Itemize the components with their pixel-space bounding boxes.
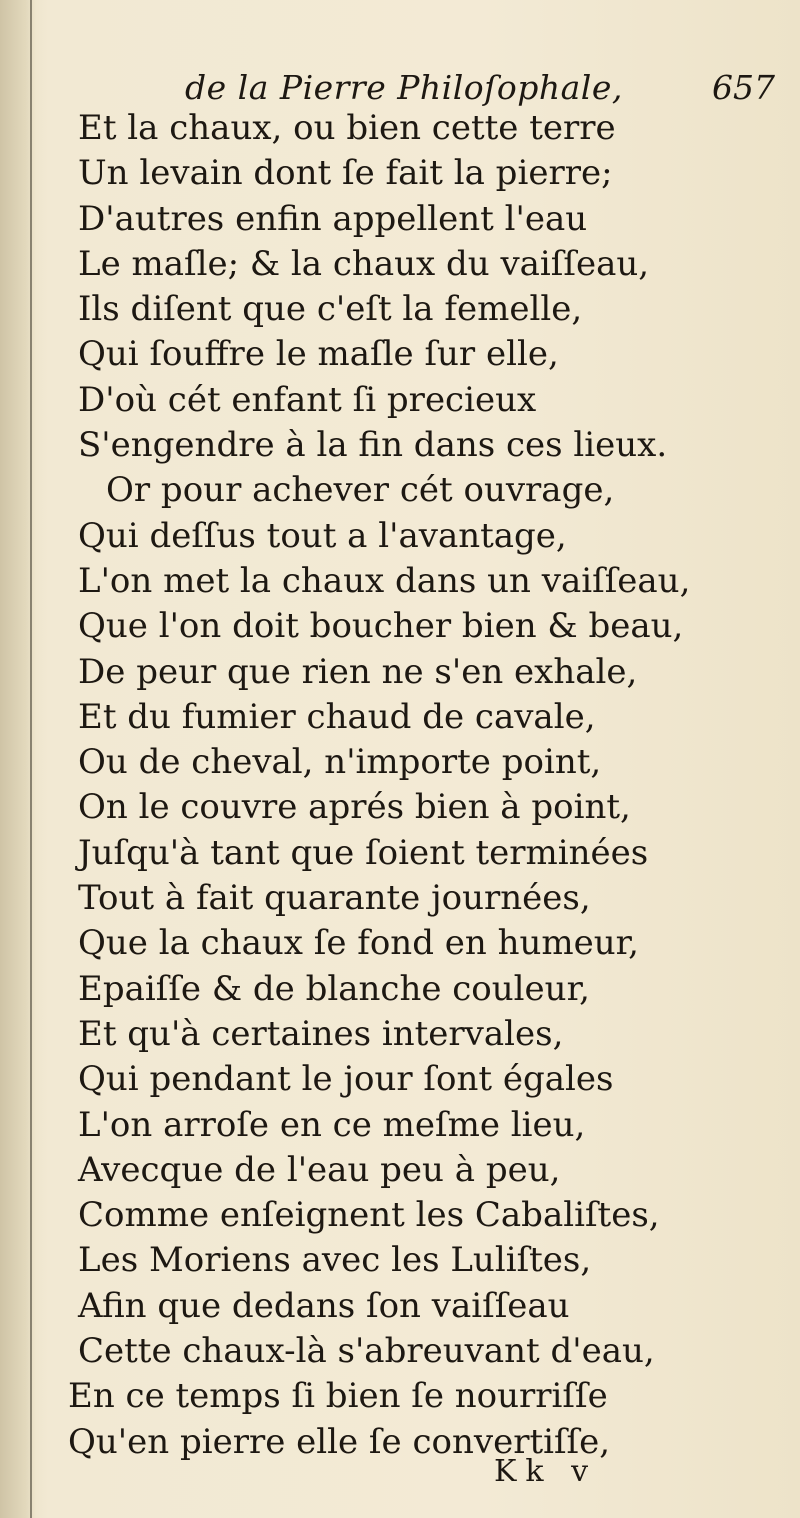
verse-line: Et du fumier chaud de cavale, (78, 696, 596, 737)
verse-line: Qui deſſus tout a l'avantage, (78, 515, 567, 556)
verse-line: L'on arroſe en ce meſme lieu, (78, 1104, 586, 1145)
verse-line: Ou de cheval, n'importe point, (78, 742, 602, 783)
verse-line: Qui pendant le jour ſont égales (78, 1059, 614, 1100)
verse-line: Or pour achever cét ouvrage, (106, 470, 615, 511)
verse-line: On le couvre aprés bien à point, (78, 787, 631, 828)
verse-line: Juſqu'à tant que ſoient terminées (78, 832, 649, 873)
page-number: 657 (712, 68, 775, 107)
verse-line: Tout à fait quarante journées, (78, 878, 591, 919)
verse-line: Et la chaux, ou bien cette terre (78, 108, 616, 148)
verse-line: Cette chaux-là s'abreuvant d'eau, (78, 1331, 655, 1372)
verse-line: Qui ſouffre le maſle ſur elle, (78, 334, 559, 375)
verse-line: Comme enſeignent les Cabaliſtes, (78, 1195, 660, 1236)
verse-text (0, 106, 800, 1465)
verse-line: S'engendre à la fin dans ces lieux. (78, 425, 668, 466)
verse-line: En ce temps ſi bien ſe nourriſſe (68, 1376, 608, 1417)
verse-line: Que l'on doit boucher bien & beau, (78, 606, 684, 647)
verse-line: D'où cét enfant ſi precieux (78, 379, 537, 420)
verse-line: Avecque de l'eau peu à peu, (78, 1149, 561, 1190)
verse-line: Un levain dont ſe fait la pierre; (78, 153, 613, 194)
verse-line: Le maſle; & la chaux du vaiſſeau, (78, 243, 650, 284)
verse-line: Et qu'à certaines intervales, (78, 1013, 564, 1054)
verse-line: Epaiſſe & de blanche couleur, (78, 968, 590, 1009)
running-head: de la Pierre Philoſophale, (185, 68, 623, 107)
verse-line: Les Moriens avec les Luliſtes, (78, 1240, 592, 1281)
verse-line: D'autres enfin appellent l'eau (78, 198, 588, 239)
verse-line: Ils diſent que c'eſt la femelle, (78, 289, 583, 330)
verse-line: L'on met la chaux dans un vaiſſeau, (78, 560, 691, 601)
verse-line: Qu'en pierre elle ſe convertiſſe, (68, 1421, 611, 1462)
verse-line: De peur que rien ne s'en exhale, (78, 651, 638, 692)
verse-line: Afin que dedans ſon vaiſſeau (78, 1285, 570, 1326)
signature-mark: Kk v (494, 1454, 598, 1489)
verse-line: Que la chaux ſe fond en humeur, (78, 923, 639, 964)
